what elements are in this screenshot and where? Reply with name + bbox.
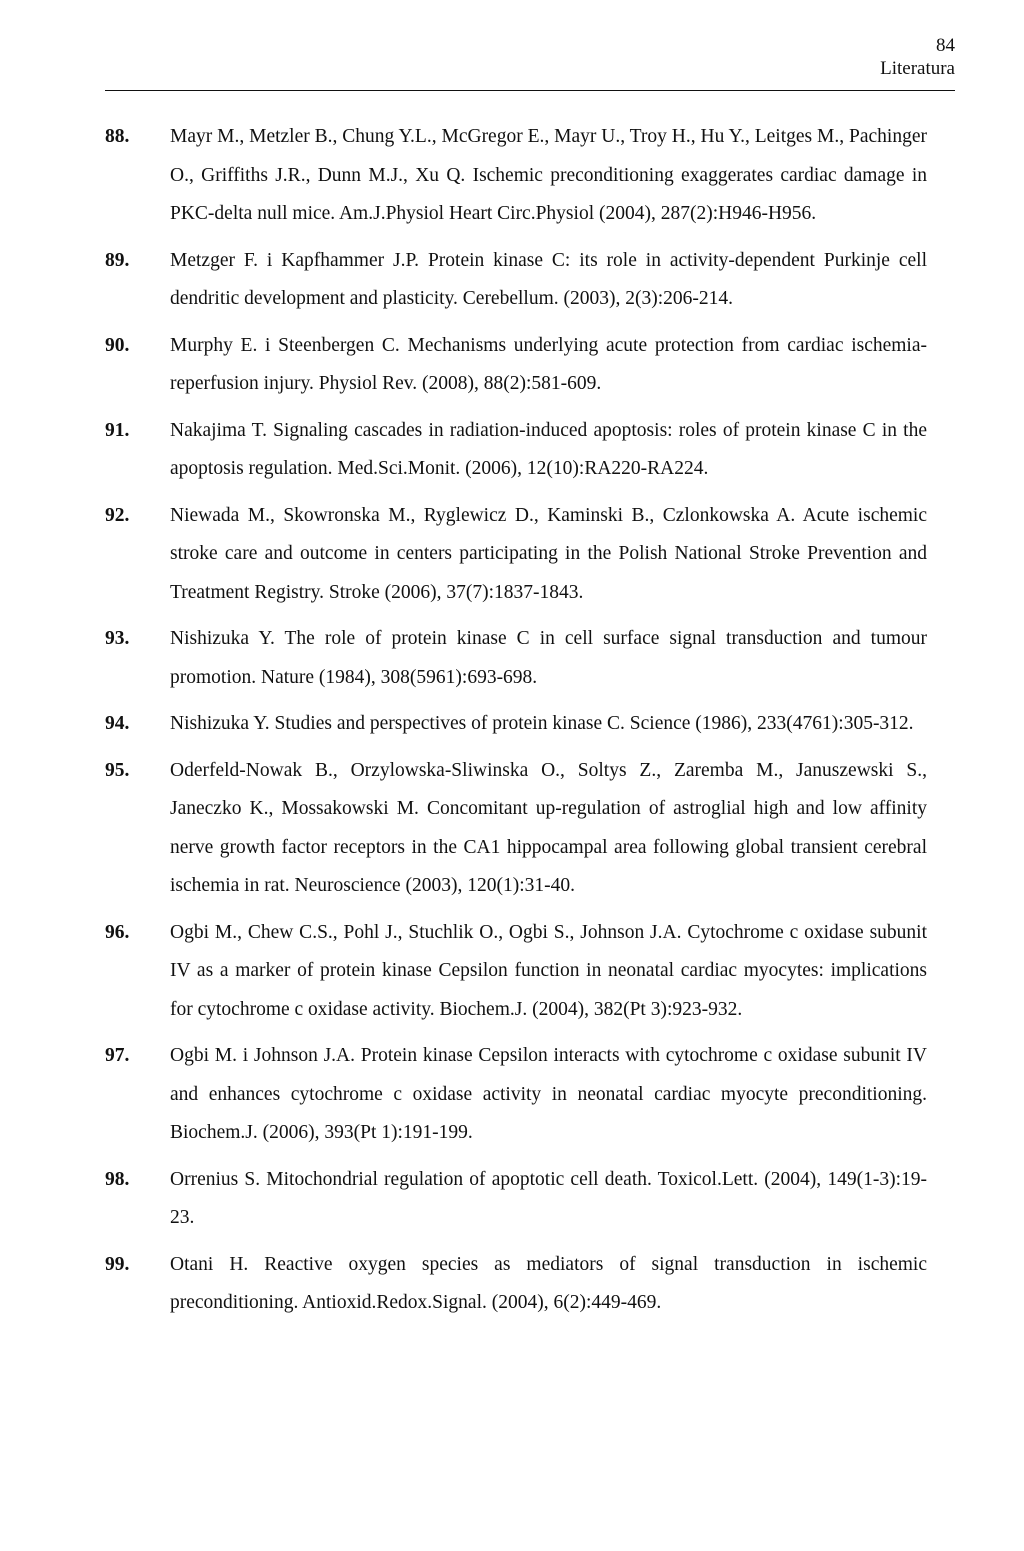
reference-number: 92. — [105, 504, 130, 526]
reference-item — [105, 1246, 927, 1323]
reference-item — [105, 1037, 927, 1153]
reference-text: Oderfeld-Nowak B., Orzylowska-Sliwinska O., Soltys Z., Zaremba M., Januszewski S., Janeczko K., Mossakowski M. Concomitant up-regulation of astroglial high and low affinity nerve growth factor receptors in the CA1 hippocampal area following global transient cerebral ischemia in rat. Neuroscience (2003), 120(1):31-40. — [170, 759, 927, 896]
reference-item — [105, 620, 927, 697]
reference-item — [105, 914, 927, 1030]
section-title: Literatura — [880, 58, 955, 79]
reference-text: Ogbi M. i Johnson J.A. Protein kinase Cepsilon interacts with cytochrome c oxidase subunit IV and enhances cytochrome c oxidase activity in neonatal cardiac myocyte preconditioning. Biochem.J. (2006), 393(Pt 1):191-199. — [170, 1045, 927, 1143]
reference-item — [105, 118, 927, 234]
reference-item — [105, 242, 927, 319]
reference-number: 96. — [105, 921, 130, 943]
reference-item — [105, 1161, 927, 1238]
reference-text: Nakajima T. Signaling cascades in radiation-induced apoptosis: roles of protein kinase C in the apoptosis regulation. Med.Sci.Monit. (2006), 12(10):RA220-RA224. — [170, 419, 927, 479]
reference-item — [105, 705, 927, 744]
reference-number: 91. — [105, 419, 130, 441]
reference-text: Mayr M., Metzler B., Chung Y.L., McGregor E., Mayr U., Troy H., Hu Y., Leitges M., Pachinger O., Griffiths J.R., Dunn M.J., Xu Q. Ischemic preconditioning exaggerates cardiac damage in PKC-delta null mice. Am.J.Physiol Heart Circ.Physiol (2004), 287(2):H946-H956. — [170, 126, 927, 224]
reference-number: 89. — [105, 249, 130, 271]
reference-number: 88. — [105, 126, 130, 147]
reference-number: 94. — [105, 713, 130, 734]
reference-number: 98. — [105, 1168, 130, 1190]
reference-text: Nishizuka Y. Studies and perspectives of protein kinase C. Science (1986), 233(4761):305-312. — [170, 713, 914, 734]
reference-list — [105, 118, 927, 1331]
page-number: 84 — [936, 35, 955, 56]
reference-item — [105, 497, 927, 613]
reference-number: 90. — [105, 334, 130, 356]
reference-item — [105, 752, 927, 906]
reference-text: Otani H. Reactive oxygen species as mediators of signal transduction in ischemic preconditioning. Antioxid.Redox.Signal. (2004), 6(2):449-469. — [170, 1253, 927, 1313]
page-header — [105, 34, 955, 80]
reference-text: Niewada M., Skowronska M., Ryglewicz D., Kaminski B., Czlonkowska A. Acute ischemic stroke care and outcome in centers participating in the Polish National Stroke Prevention and Treatment Registry. Stroke (2006), 37(7):1837-1843. — [170, 504, 927, 603]
reference-text: Orrenius S. Mitochondrial regulation of apoptotic cell death. Toxicol.Lett. (2004), 149(1-3):19-23. — [170, 1168, 927, 1228]
reference-text: Nishizuka Y. The role of protein kinase C in cell surface signal transduction and tumour promotion. Nature (1984), 308(5961):693-698. — [170, 628, 927, 688]
reference-number: 99. — [105, 1253, 130, 1275]
reference-number: 97. — [105, 1045, 130, 1066]
reference-text: Murphy E. i Steenbergen C. Mechanisms underlying acute protection from cardiac ischemia-reperfusion injury. Physiol Rev. (2008), 88(2):581-609. — [170, 334, 927, 394]
reference-text: Metzger F. i Kapfhammer J.P. Protein kinase C: its role in activity-dependent Purkinje cell dendritic development and plasticity. Cerebellum. (2003), 2(3):206-214. — [170, 249, 927, 309]
header-divider — [105, 90, 955, 91]
reference-item — [105, 412, 927, 489]
reference-number: 93. — [105, 628, 130, 649]
reference-item — [105, 327, 927, 404]
reference-text: Ogbi M., Chew C.S., Pohl J., Stuchlik O., Ogbi S., Johnson J.A. Cytochrome c oxidase subunit IV as a marker of protein kinase Cepsilon function in neonatal cardiac myocytes: implications for cytochrome c oxidase activity. Biochem.J. (2004), 382(Pt 3):923-932. — [170, 921, 927, 1020]
reference-number: 95. — [105, 759, 130, 781]
